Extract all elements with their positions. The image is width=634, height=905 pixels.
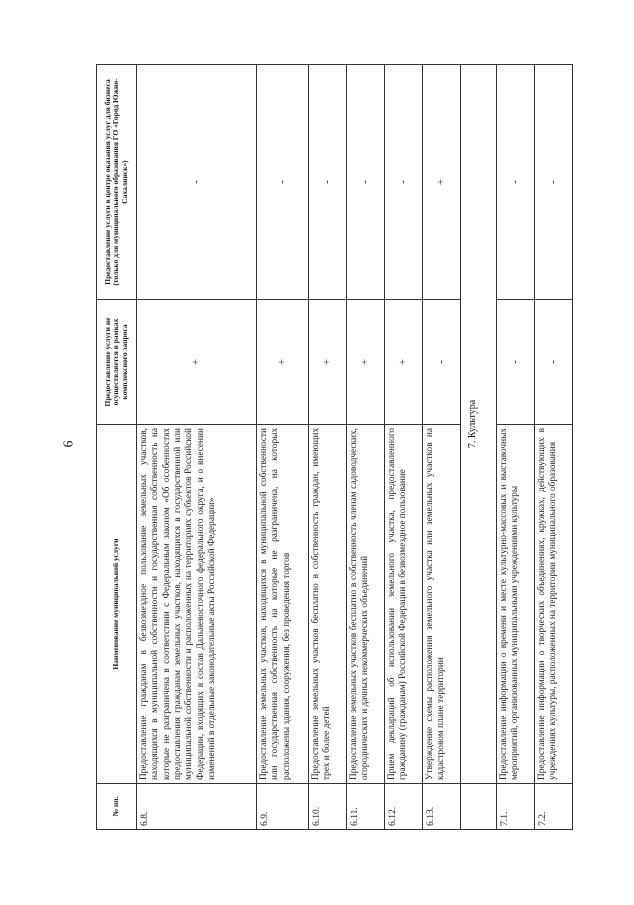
row-number: 6.10. <box>309 784 347 830</box>
table-row <box>535 65 573 830</box>
complex-mark: - <box>535 300 573 425</box>
row-number: 7.2. <box>535 784 573 830</box>
service-name: Утверждение схемы расположения земельного участка или земельных участков на кадастровом плане территории <box>423 425 461 784</box>
row-number: 6.8. <box>137 784 257 830</box>
row-number: 6.12. <box>385 784 423 830</box>
service-name: Предоставление земельных участков бесплатно в собственность членам садоводческих, огороднических и дачных некоммерческих объединений <box>347 425 385 784</box>
business-mark: - <box>347 65 385 300</box>
row-number: 7.1. <box>497 784 535 830</box>
section-culture: 7. Культура <box>461 65 497 784</box>
business-mark: - <box>309 65 347 300</box>
page-number: 6 <box>61 440 77 448</box>
business-mark: - <box>137 65 257 300</box>
rotated-table-container <box>96 65 586 830</box>
services-table <box>96 64 573 830</box>
complex-mark: + <box>137 300 257 425</box>
header-num: № пп. <box>97 784 137 830</box>
complex-mark: + <box>385 300 423 425</box>
table-row <box>423 65 461 830</box>
complex-mark: - <box>497 300 535 425</box>
table-body-land <box>137 65 461 830</box>
table-row <box>347 65 385 830</box>
row-number: 6.13. <box>423 784 461 830</box>
complex-mark: - <box>423 300 461 425</box>
business-mark: - <box>257 65 309 300</box>
table-body-culture <box>497 65 573 830</box>
complex-mark: + <box>347 300 385 425</box>
header-business: Предоставление услуги в центре оказания услуг для бизнеса (только для муниципального образования ГО «Город Южно-Сахалинск») <box>97 65 137 300</box>
header-name: Наименование муниципальной услуги <box>97 425 137 784</box>
row-number: 6.11. <box>347 784 385 830</box>
table-row <box>257 65 309 830</box>
service-name: Предоставление информации о творческих объединениях, кружках, действующих в учреждениях культуры, расположенных на территории муниципального образования <box>535 425 573 784</box>
header-complex: Предоставление услуги не осуществляется в рамках комплексного запроса <box>97 300 137 425</box>
table-row <box>385 65 423 830</box>
table-row <box>137 65 257 830</box>
row-number: 6.9. <box>257 784 309 830</box>
service-name: Предоставление земельных участков бесплатно в собственность граждан, имеющих трех и более детей <box>309 425 347 784</box>
business-mark: - <box>497 65 535 300</box>
service-name: Прием деклараций об использовании земельного участка, предоставленного гражданину (гражданам) Российской Федерации в безвозмездное пользование <box>385 425 423 784</box>
complex-mark: + <box>257 300 309 425</box>
table-row <box>309 65 347 830</box>
business-mark: - <box>535 65 573 300</box>
business-mark: - <box>385 65 423 300</box>
service-name: Предоставление гражданам в безвозмездное пользование земельных участков, находящихся в муниципальной собственности и государственная собственность на которые не разграничена в соответствии с Федеральным законом «Об особенностях предоставления гражданам земельных участков, находящихся в государственной или муниципальной собственности и расположенных на территориях субъектов Российской Федерации, входящих в состав Дальневосточного федерального округа, и о внесении изменений в отдельные законодательные акты Российской Федерации» <box>137 425 257 784</box>
service-name: Предоставление информации о времени и месте культурно-массовых и выставочных мероприятий, организованных муниципальными учреждениями культуры <box>497 425 535 784</box>
business-mark: + <box>423 65 461 300</box>
service-name: Предоставление земельных участков, находящихся в муниципальной собственности или государственная собственность на которые не разграничена, на которых расположены здания, сооружения, без проведения торгов <box>257 425 309 784</box>
complex-mark: + <box>309 300 347 425</box>
table-row <box>497 65 535 830</box>
